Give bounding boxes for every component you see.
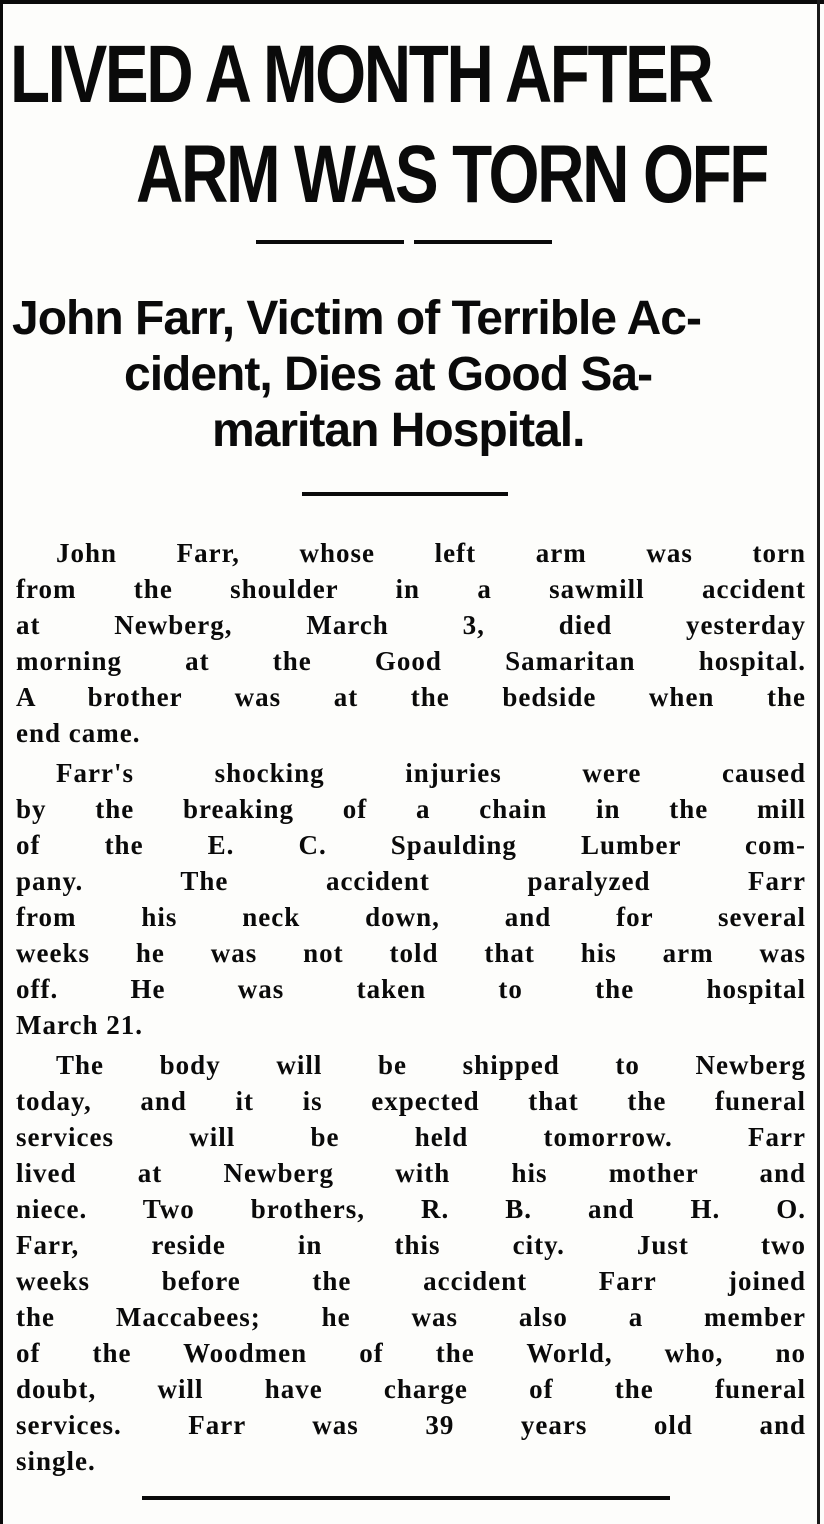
deck-line-3: maritan Hospital. bbox=[212, 404, 585, 457]
body-line: pany. The accident paralyzed Farr bbox=[16, 866, 806, 896]
body-line: off. He was taken to the hospital bbox=[16, 974, 806, 1004]
body-line: March 21. bbox=[16, 1010, 143, 1040]
body-line: services. Farr was 39 years old and bbox=[16, 1410, 806, 1440]
headline-divider-right bbox=[414, 240, 552, 244]
body-line: from his neck down, and for several bbox=[16, 902, 806, 932]
closing-divider bbox=[142, 1496, 670, 1500]
body-line: services will be held tomorrow. Farr bbox=[16, 1122, 806, 1152]
body-line: of the Woodmen of the World, who, no bbox=[16, 1338, 806, 1368]
deck-divider bbox=[302, 492, 508, 496]
body-line: weeks before the accident Farr joined bbox=[16, 1266, 806, 1296]
body-line: at Newberg, March 3, died yesterday bbox=[16, 610, 806, 640]
body-line: today, and it is expected that the funeral bbox=[16, 1086, 806, 1116]
body-line: Farr, reside in this city. Just two bbox=[16, 1230, 806, 1260]
right-column-rule bbox=[817, 0, 820, 1524]
body-line: lived at Newberg with his mother and bbox=[16, 1158, 806, 1188]
body-line: single. bbox=[16, 1446, 96, 1476]
body-line: weeks he was not told that his arm was bbox=[16, 938, 806, 968]
top-column-rule bbox=[0, 0, 824, 4]
body-line: from the shoulder in a sawmill accident bbox=[16, 574, 806, 604]
body-line: John Farr, whose left arm was torn bbox=[56, 538, 806, 568]
body-line: morning at the Good Samaritan hospital. bbox=[16, 646, 806, 676]
body-line: doubt, will have charge of the funeral bbox=[16, 1374, 806, 1404]
body-line: The body will be shipped to Newberg bbox=[56, 1050, 806, 1080]
headline-line-2: ARM WAS TORN OFF bbox=[136, 129, 767, 220]
body-line: A brother was at the bedside when the bbox=[16, 682, 806, 712]
headline-line-1: LIVED A MONTH AFTER bbox=[10, 29, 712, 120]
left-column-rule bbox=[0, 0, 3, 1524]
body-line: Farr's shocking injuries were caused bbox=[56, 758, 806, 788]
body-line: of the E. C. Spaulding Lumber com- bbox=[16, 830, 806, 860]
body-line: by the breaking of a chain in the mill bbox=[16, 794, 806, 824]
body-line: end came. bbox=[16, 718, 141, 748]
body-line: the Maccabees; he was also a member bbox=[16, 1302, 806, 1332]
deck-line-2: cident, Dies at Good Sa- bbox=[124, 348, 653, 401]
headline-divider-left bbox=[256, 240, 404, 244]
deck-line-1: John Farr, Victim of Terrible Ac- bbox=[12, 292, 701, 345]
body-line: niece. Two brothers, R. B. and H. O. bbox=[16, 1194, 806, 1224]
